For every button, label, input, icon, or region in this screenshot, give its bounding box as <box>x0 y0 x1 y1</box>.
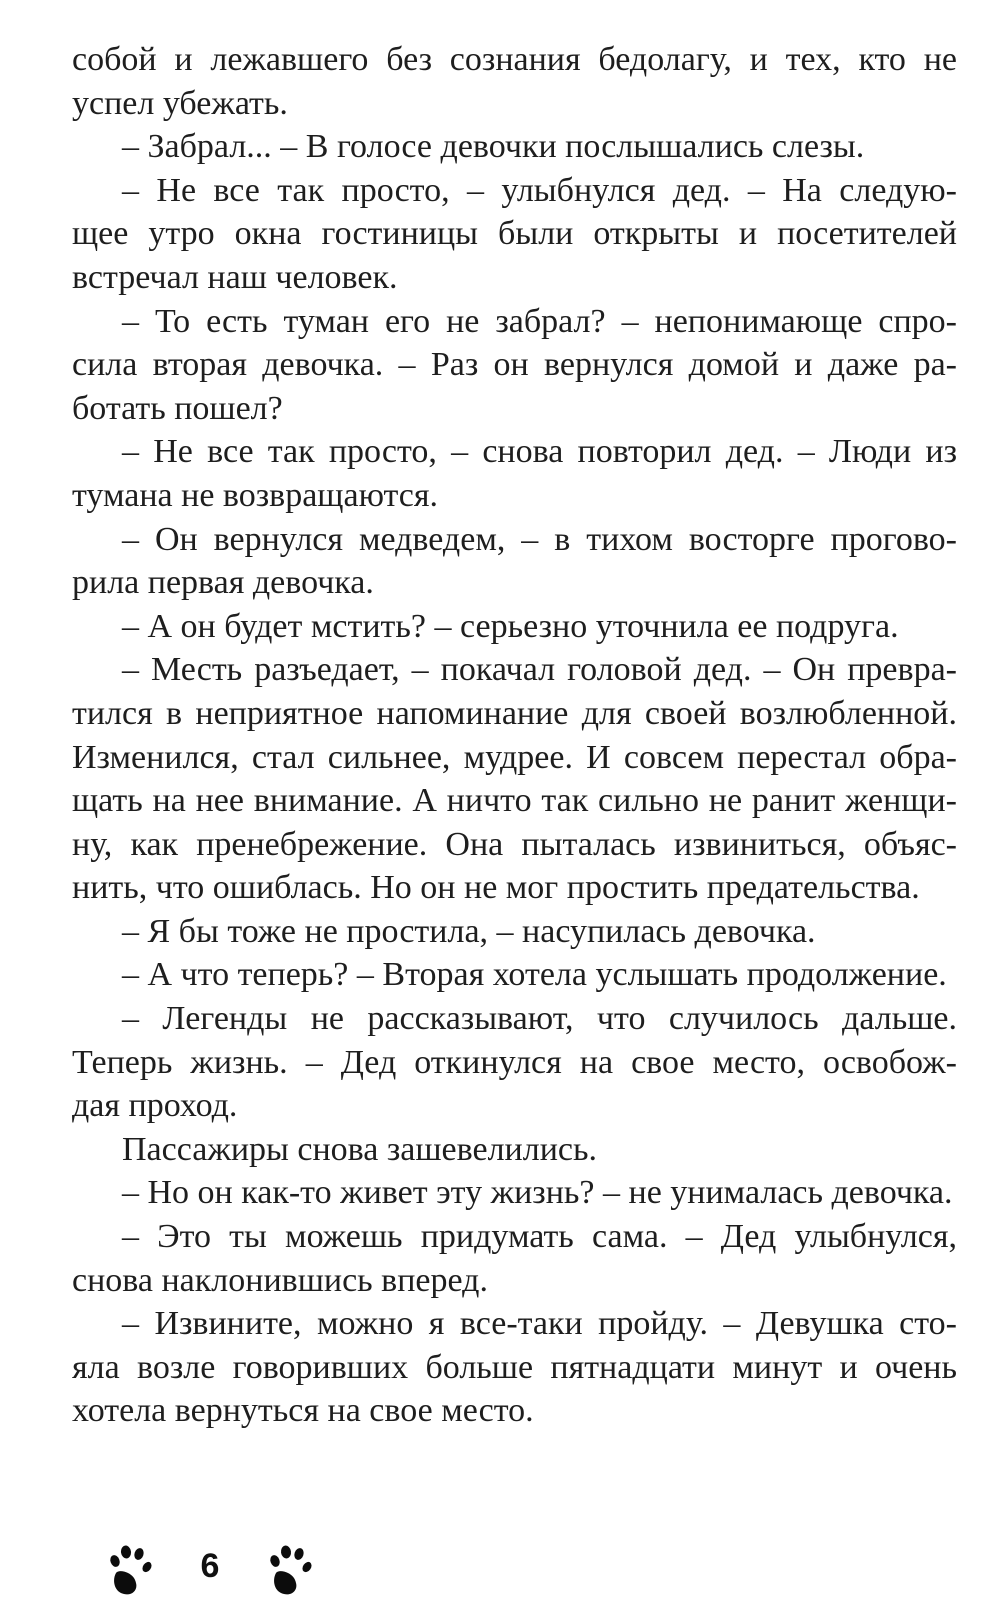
text-line: Пассажиры снова зашевелились. <box>122 1130 598 1168</box>
text-line: тумана не возвращаются. <box>72 476 439 514</box>
text-line: ну, как пренебрежение. Она пыталась извиниться, объяс- <box>72 825 957 863</box>
text-line: тился в неприятное напоминание для своей возлюбленной. <box>72 694 957 732</box>
text-line: рила первая девочка. <box>72 564 374 602</box>
text-line: – Я бы тоже не простила, – насупилась девочка. <box>122 912 816 950</box>
text-line: – Легенды не рассказывают, что случилось дальше. <box>122 1000 957 1038</box>
text-line: Изменился, стал сильнее, мудрее. И совсем перестал обра- <box>72 738 957 776</box>
text-line: – Это ты можешь придумать сама. – Дед улыбнулся, <box>122 1218 957 1256</box>
text-line: – Он вернулся медведем, – в тихом восторге прогово- <box>122 520 957 558</box>
text-line: – Не все так просто, – снова повторил дед. – Люди из <box>122 433 957 471</box>
text-line: нить, что ошиблась. Но он не мог простить предательства. <box>72 869 920 907</box>
text-line: – Но он как-то живет эту жизнь? – не унималась девочка. <box>122 1174 953 1212</box>
page-footer <box>100 1540 330 1600</box>
text-line: хотела вернуться на свое место. <box>72 1392 534 1430</box>
text-line: – Забрал... – В голосе девочки послышались слезы. <box>122 128 865 166</box>
text-line: снова наклонившись вперед. <box>72 1261 488 1299</box>
text-line: дая проход. <box>72 1087 238 1125</box>
text-line: – Месть разъедает, – покачал головой дед. – Он превра- <box>122 651 957 689</box>
text-line: щать на нее внимание. А ничто так сильно не ранит женщи- <box>72 782 957 820</box>
text-line: – Не все так просто, – улыбнулся дед. – На следую- <box>122 171 957 209</box>
text-line: успел убежать. <box>72 84 288 122</box>
text-line: – То есть туман его не забрал? – непонимающе спро- <box>122 302 957 340</box>
paw-print-icon <box>108 1540 156 1596</box>
text-line: Теперь жизнь. – Дед откинулся на свое место, освобож- <box>72 1043 957 1081</box>
text-line: ботать пошел? <box>72 389 283 427</box>
text-line: сила вторая девочка. – Раз он вернулся домой и даже ра- <box>72 346 957 384</box>
page-number: 6 <box>200 1547 220 1585</box>
text-line: – Извините, можно я все-таки пройду. – Девушка сто- <box>122 1305 957 1343</box>
text-line: – А он будет мстить? – серьезно уточнила ее подруга. <box>122 607 899 645</box>
page-body-text <box>72 38 957 1433</box>
text-line: собой и лежавшего без сознания бедолагу, и тех, кто не <box>72 41 957 78</box>
text-line: яла возле говоривших больше пятнадцати минут и очень <box>72 1348 957 1386</box>
text-line: щее утро окна гостиницы были открыты и посетителей <box>72 215 957 253</box>
text-line: – А что теперь? – Вторая хотела услышать продолжение. <box>122 956 947 994</box>
text-line: встречал наш человек. <box>72 258 398 296</box>
paw-print-icon <box>268 1540 316 1596</box>
